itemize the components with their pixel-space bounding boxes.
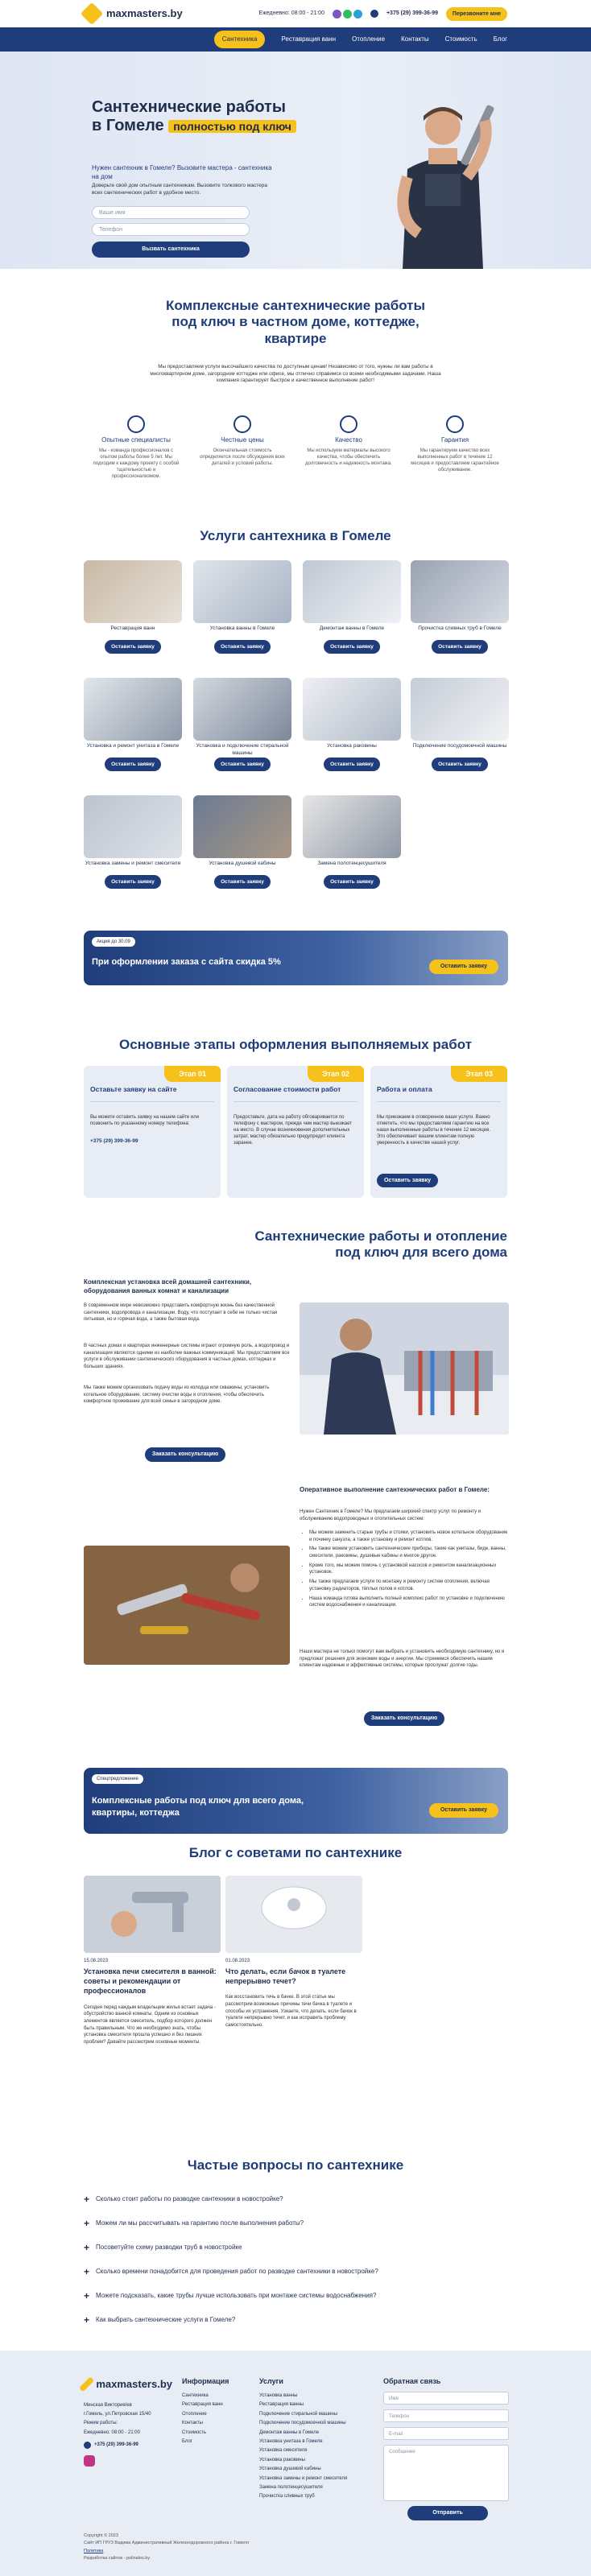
turnkey-subtitle: Комплексная установка всей домашней сантехники, оборудования ванных комнат и канализации bbox=[84, 1278, 252, 1294]
service-order-button[interactable]: Оставить заявку bbox=[432, 640, 488, 654]
footer-link[interactable]: Подключение стиральной машины bbox=[259, 2411, 338, 2417]
main-nav bbox=[0, 27, 591, 52]
footer-send-button[interactable]: Отправить bbox=[407, 2506, 488, 2520]
footer-feedback-form bbox=[383, 2375, 512, 2520]
working-hours: Ежедневно: 08:00 - 21:00 bbox=[258, 10, 324, 17]
service-label: Подключение посудомоечной машины bbox=[412, 743, 507, 749]
stages-order-button[interactable]: Оставить заявку bbox=[377, 1174, 438, 1187]
footer-name-input[interactable]: Имя bbox=[383, 2392, 509, 2405]
footer-link[interactable]: Отопление bbox=[182, 2411, 207, 2417]
service-order-button[interactable]: Оставить заявку bbox=[105, 640, 161, 654]
footer-link[interactable]: Замена полотенцесушителя bbox=[259, 2485, 323, 2490]
telegram-icon[interactable] bbox=[353, 10, 362, 19]
feature-title: Гарантия bbox=[440, 436, 469, 444]
hero-phone-input[interactable]: Телефон bbox=[92, 223, 250, 236]
hero-name-input[interactable]: Ваше имя bbox=[92, 206, 250, 219]
turnkey-paragraph-1: В современном мире невозможно представить комфортную жизнь без качественной сантехники, водопровода и канализации. Воду, что поступает в себе не только чистая питьевая, но и горячая вода, а также бытовая вода. bbox=[84, 1303, 278, 1323]
stage-card-3 bbox=[370, 1066, 507, 1198]
faq-item-1[interactable] bbox=[84, 2193, 507, 2206]
footer-contacts bbox=[84, 2375, 172, 2467]
turnkey-paragraph-3: Мы также можем организовать подачу воды из колодца или скважины, установить котельное оборудование, систему очистки воды и отопления, чтобы обеспечить комфортное проживание для всей семьи в загородном доме. bbox=[84, 1385, 270, 1405]
footer-link[interactable]: Прочистка сливных труб bbox=[259, 2494, 315, 2500]
footer-link[interactable]: Установка раковины bbox=[259, 2457, 305, 2462]
services-title: Услуги сантехника в Гомеле bbox=[200, 528, 391, 543]
complex-description: Мы предоставляем услуги высочайшего качества по доступным ценам! Независимо от того, нужны ли вам работы в многоквартирном доме, загородном коттедже или офисе, мы отлично справимся со всеми необходимыми задачами. Наша компания гарантирует быстрое и качественное выполнение работ! bbox=[150, 364, 441, 383]
feature-title: Честные цены bbox=[221, 436, 264, 444]
footer-services bbox=[259, 2375, 372, 2502]
service-label: Установка замены и ремонт смесителя bbox=[85, 861, 181, 866]
list-item: • Кроме того, мы можем помочь с установкой насосов и ремонтом канализационных установок. bbox=[309, 1563, 509, 1576]
footer-phone[interactable]: +375 (29) 399-36-99 bbox=[94, 2442, 138, 2448]
feature-prices bbox=[198, 415, 287, 467]
plumber-working-photo bbox=[300, 1302, 509, 1435]
footer-logo[interactable] bbox=[84, 2375, 172, 2395]
service-order-button[interactable]: Оставить заявку bbox=[324, 640, 380, 654]
nav-item-plumbing[interactable]: Сантехника bbox=[214, 31, 266, 49]
messenger-icons bbox=[333, 10, 362, 19]
faq-question: Можете подсказать, какие трубы лучше использовать при монтаже системы водоснабжения? bbox=[96, 2291, 377, 2299]
service-image bbox=[84, 795, 182, 858]
list-item: • Мы также предлагаем услуги по монтажу и ремонту систем отопления, включая установку радиаторов, тёплых полов и котлов. bbox=[309, 1579, 509, 1592]
thumbs-up-icon bbox=[340, 415, 357, 433]
footer-link[interactable]: Сантехника bbox=[182, 2393, 209, 2399]
service-card bbox=[193, 560, 291, 654]
footer bbox=[0, 2351, 591, 2576]
plus-icon: + bbox=[84, 2266, 90, 2277]
footer-copyright: Copyright © 2023 bbox=[84, 2533, 118, 2538]
promo-order-button[interactable]: Оставить заявку bbox=[429, 960, 498, 974]
footer-link[interactable]: Реставрация ванны bbox=[259, 2402, 304, 2408]
footer-link[interactable]: Установка замены и ремонт смесителя bbox=[259, 2475, 348, 2481]
callback-button[interactable]: Перезвоните мне bbox=[446, 7, 507, 21]
faq-title: Частые вопросы по сантехнике bbox=[187, 2157, 404, 2173]
blog-date: 15.08.2023 bbox=[84, 1959, 109, 1963]
service-label: Демонтаж ванны в Гомеле bbox=[319, 625, 385, 631]
nav-item-contacts[interactable]: Контакты bbox=[401, 35, 429, 43]
promo-banner-discount bbox=[84, 931, 508, 985]
turnkey-title bbox=[201, 1228, 507, 1261]
stage-title: Работа и оплата bbox=[377, 1085, 432, 1093]
whatsapp-icon[interactable] bbox=[343, 10, 352, 19]
feature-text: Мы используем материалы высокого качества, чтобы обеспечить долговечность и надежность монтажа. bbox=[305, 448, 392, 466]
top-bar bbox=[0, 0, 591, 27]
stages-title: Основные этапы оформления выполняемых работ bbox=[118, 1037, 473, 1052]
stage-badge: Этап 01 bbox=[164, 1066, 221, 1082]
stage-text: Мы приезжаем в оговоренное ваши услуги. Важно отметить, что мы предоставляем гарантию на все наши выполненные работы в течение 12 месяцев. Это обеспечивает вашим клиентам полную уверенность в качестве нашей услуг. bbox=[377, 1115, 490, 1146]
blog-title[interactable]: Что делать, если бачок в туалете непрерывно течет? bbox=[225, 1967, 346, 1986]
service-card bbox=[411, 560, 509, 654]
stage-divider bbox=[234, 1101, 357, 1102]
blog-excerpt: Сегодня перед каждым владельцем жилья встает задача - обустройство ванной комнаты. Одним из основных элементов является смеситель, подбор которого должен быть правильным. Что же необходимо знать, чтобы установка смесителя прошла успешно и без лишних проблем? Давайте рассмотрим основные моменты. bbox=[84, 2004, 216, 2045]
price-tag-icon bbox=[234, 415, 251, 433]
turnkey-consult-button-2[interactable]: Заказать консультацию bbox=[364, 1711, 444, 1726]
stage-title: Оставьте заявку на сайте bbox=[90, 1085, 177, 1093]
tools-icon bbox=[127, 415, 145, 433]
footer-address-line: Ежедневно: 08:00 - 21:00 bbox=[84, 2429, 140, 2435]
service-card bbox=[193, 795, 291, 889]
service-label: Установка и ремонт унитаза в Гомеле bbox=[86, 743, 180, 749]
service-label: Замена полотенцесушителя bbox=[317, 861, 386, 866]
tools-photo bbox=[84, 1546, 290, 1665]
hero-submit-button[interactable]: Вызвать сантехника bbox=[92, 242, 250, 258]
feature-title: Опытные специалисты bbox=[101, 436, 171, 444]
header-phone[interactable]: +375 (29) 399-36-99 bbox=[386, 10, 438, 17]
service-order-button[interactable]: Оставить заявку bbox=[105, 875, 161, 889]
phone-icon bbox=[370, 10, 378, 18]
service-card bbox=[303, 795, 401, 889]
stage-text: Предоставьте, дата на работу обговаривается по телефону с мастером, прежде чем мастер выезжает на место. В случае возникновения дополнительных затрат, мастер обязательно предупредит клиента заранее. bbox=[234, 1115, 352, 1146]
logo-mark bbox=[81, 2, 103, 25]
footer-form-heading: Обратная связь bbox=[383, 2377, 441, 2385]
service-order-button[interactable]: Оставить заявку bbox=[432, 758, 488, 771]
feature-text: Мы гарантируем качество всех выполненных работ в течение 12 месяцев и предоставляем гарантийное обслуживание. bbox=[411, 448, 499, 473]
nav-item-prices[interactable]: Стоимость bbox=[444, 35, 477, 43]
service-image bbox=[193, 678, 291, 741]
list-item: • Наша команда готова выполнить полный комплекс работ по установке и подключению систем водоснабжения и канализации. bbox=[309, 1596, 509, 1609]
hero-title-line1: Сантехнические работы bbox=[92, 98, 286, 116]
faq-question: Посоветуйте схему разводки труб в новостройке bbox=[96, 2243, 242, 2251]
footer-info bbox=[182, 2375, 246, 2446]
service-card bbox=[411, 678, 509, 771]
faq-question: Сколько стоит работы по разводке сантехники в новостройке? bbox=[96, 2194, 283, 2202]
footer-email-input[interactable]: E-mail bbox=[383, 2427, 509, 2440]
promo-order-button[interactable]: Оставить заявку bbox=[429, 1803, 498, 1818]
feature-quality bbox=[304, 415, 393, 467]
footer-phone-input[interactable]: Телефон bbox=[383, 2409, 509, 2422]
stage-divider bbox=[90, 1101, 214, 1102]
complex-title: Комплексные сантехнические работы под ключ в частном доме, коттедже, квартире bbox=[165, 298, 426, 346]
turnkey-consult-button[interactable]: Заказать консультацию bbox=[145, 1447, 225, 1462]
blog-image-toilet bbox=[225, 1876, 362, 1953]
instagram-icon[interactable] bbox=[84, 2455, 95, 2467]
blog-image-faucet bbox=[84, 1876, 221, 1953]
turnkey-title-line1: Сантехнические работы и отопление bbox=[254, 1228, 507, 1244]
promo-tag: Спецпредложение bbox=[92, 1774, 143, 1784]
viber-icon[interactable] bbox=[333, 10, 341, 19]
service-order-button[interactable]: Оставить заявку bbox=[105, 758, 161, 771]
service-card bbox=[303, 560, 401, 654]
feature-guarantee bbox=[411, 415, 499, 473]
turnkey-paragraph-2: В частных домах и квартирах инженерные системы играют огромную роль, а водопровод и канализация являются одними из наиболее важных коммуникаций. Мы предоставляем все услуги в обслуживании сантехнического оборудования в частных домах, коттеджах и больших зданиях. bbox=[84, 1344, 290, 1370]
footer-link[interactable]: Демонтаж ванны в Гомеле bbox=[259, 2429, 320, 2435]
list-item: • Мы также можем установить сантехнические приборы, такие как унитазы, биде, ванны, смесители, раковины, душевые кабины и многое другое. bbox=[309, 1546, 509, 1559]
faq-question: Сколько времени понадобится для проведения работ по разводке сантехники в новостройке? bbox=[96, 2267, 378, 2275]
faq-item-4[interactable] bbox=[84, 2265, 507, 2278]
turnkey-list bbox=[309, 1530, 509, 1612]
faq-item-2[interactable] bbox=[84, 2217, 507, 2230]
footer-info-heading: Информация bbox=[182, 2377, 229, 2385]
stage-card-2 bbox=[227, 1066, 364, 1198]
service-order-button[interactable]: Оставить заявку bbox=[324, 758, 380, 771]
feature-title: Качество bbox=[335, 436, 362, 444]
blog-title[interactable]: Установка печи смесителя в ванной: советы и рекомендации от профессионалов bbox=[84, 1967, 217, 1996]
blog-date: 01.08.2023 bbox=[225, 1959, 250, 1963]
service-label: Установка душевой кабины bbox=[209, 861, 276, 866]
footer-developer[interactable]: Разработка сайтов - polinales.by bbox=[84, 2556, 151, 2562]
service-order-button[interactable]: Оставить заявку bbox=[214, 875, 271, 889]
footer-link[interactable]: Стоимость bbox=[182, 2429, 207, 2435]
footer-link[interactable]: Установка смесителя bbox=[259, 2448, 308, 2454]
feature-text: Мы - команда профессионалов с опытом работы более 5 лет. Мы подходим к каждому проекту с особой тщательностью и профессионализмом. bbox=[93, 448, 180, 480]
hero-highlight: полностью под ключ bbox=[168, 120, 296, 133]
stage-badge: Этап 02 bbox=[308, 1066, 364, 1082]
faq-item-5[interactable] bbox=[84, 2289, 507, 2302]
footer-link[interactable]: Блог bbox=[182, 2439, 192, 2445]
footer-link[interactable]: Контакты bbox=[182, 2421, 203, 2426]
stage-card-1 bbox=[84, 1066, 221, 1198]
list-item: • Мы можем заменить старые трубы и стояки, установить новое котельное оборудование и починку санузла, а также установку и ремонт котлов. bbox=[309, 1530, 509, 1543]
blog-card-2[interactable] bbox=[225, 1876, 362, 2029]
footer-address-line: г.Гомель, ул.Петровская 15/40 bbox=[84, 2412, 151, 2417]
turnkey-intro-2: Нужен Сантехник в Гомеле? Мы предлагаем широкий спектр услуг по ремонту и обслуживанию водопроводных и отопительных систем: bbox=[300, 1509, 481, 1521]
logo-text: maxmasters.by bbox=[106, 7, 183, 20]
logo[interactable] bbox=[84, 6, 183, 22]
footer-policy-link[interactable]: Политика bbox=[84, 2548, 104, 2553]
stage-divider bbox=[377, 1101, 501, 1102]
plus-icon: + bbox=[84, 2242, 90, 2253]
promo-text: Комплексные работы под ключ для всего дома, квартиры, коттеджа bbox=[92, 1796, 304, 1818]
service-card bbox=[84, 560, 182, 654]
hero bbox=[0, 52, 591, 269]
footer-link[interactable]: Установка душевой кабины bbox=[259, 2467, 321, 2472]
service-label: Реставрация ванн bbox=[110, 625, 155, 631]
service-image bbox=[303, 795, 401, 858]
turnkey-title-line2: под ключ для всего дома bbox=[335, 1245, 507, 1261]
blog-title: Блог с советами по сантехнике bbox=[188, 1845, 403, 1860]
plus-icon: + bbox=[84, 2218, 90, 2229]
turnkey-outro: Наши мастера не только помогут вам выбрать и установить необходимую сантехнику, но и предложат решения для экономии воды и энергии. Мы стремимся обеспечить нашим клиентам надежные и эффективные системы, которые прослужат долгие годы. bbox=[300, 1649, 505, 1669]
plumber-photo bbox=[378, 97, 507, 269]
logo-mark bbox=[79, 2377, 94, 2392]
service-image bbox=[411, 560, 509, 623]
promo-banner-turnkey bbox=[84, 1768, 508, 1834]
service-image bbox=[84, 678, 182, 741]
logo-text: maxmasters.by bbox=[96, 2378, 172, 2390]
nav-item-heating[interactable]: Отопление bbox=[352, 35, 386, 43]
promo-tag: Акция до 30.09 bbox=[92, 937, 135, 947]
plus-icon: + bbox=[84, 2194, 90, 2205]
service-card bbox=[303, 678, 401, 771]
hero-description: Доверьте свой дом опытным сантехникам. Вызовите толкового мастера всех сантехнических работ в удобное место. bbox=[92, 183, 267, 196]
service-image bbox=[193, 795, 291, 858]
feature-text: Окончательная стоимость определяется после обсуждения всех деталей и условий работы. bbox=[200, 448, 285, 466]
blog-card-1[interactable] bbox=[84, 1876, 221, 2046]
service-order-button[interactable]: Оставить заявку bbox=[324, 875, 380, 889]
turnkey-subtitle-2: Оперативное выполнение сантехнических работ в Гомеле: bbox=[300, 1486, 490, 1493]
service-order-button[interactable]: Оставить заявку bbox=[214, 758, 271, 771]
blog-excerpt: Как восстановить течь в бачке. В этой статье мы рассмотрим возможные причины течи бачка в туалете и способы их устранения. Узнаете, что делать, если бачок в туалете непрерывно течет, и как исправить проблему самостоятельно. bbox=[225, 1995, 357, 2029]
promo-text: При оформлении заказа с сайта скидка 5% bbox=[92, 957, 281, 967]
footer-services-heading: Услуги bbox=[259, 2377, 283, 2385]
service-label: Установка ванны в Гомеле bbox=[209, 625, 275, 631]
service-card bbox=[84, 795, 182, 889]
hero-title bbox=[92, 98, 333, 135]
nav-item-blog[interactable]: Блог bbox=[493, 35, 507, 43]
stage-text: Вы можете оставить заявку на нашем сайте или позвонить по указанному номеру телефона: bbox=[90, 1115, 200, 1127]
footer-link[interactable]: Установка унитаза в Гомеле bbox=[259, 2439, 323, 2445]
stage-title: Согласование стоимости работ bbox=[234, 1085, 341, 1093]
footer-address-line: Режим работы: bbox=[84, 2421, 118, 2426]
footer-link[interactable]: Подключение посудомоечной машины bbox=[259, 2421, 346, 2426]
service-image bbox=[411, 678, 509, 741]
nav-item-restoration[interactable]: Реставрация ванн bbox=[281, 35, 337, 43]
footer-legal bbox=[84, 2533, 249, 2562]
stage-phone[interactable]: +375 (29) 399-36-99 bbox=[90, 1138, 138, 1144]
feature-experts bbox=[92, 415, 180, 480]
phone-icon bbox=[84, 2442, 91, 2449]
footer-legal-text: Сайт ИП ГРУЗ Вадима Административный Железнодорожного района г. Гомеля bbox=[84, 2541, 249, 2546]
hero-subtitle: Нужен сантехник в Гомеле? Вызовите мастера - сантехника на дом bbox=[92, 164, 272, 180]
service-image bbox=[84, 560, 182, 623]
plus-icon: + bbox=[84, 2290, 90, 2301]
service-label: Установка раковины bbox=[327, 743, 377, 749]
shield-icon bbox=[446, 415, 464, 433]
faq-item-6[interactable] bbox=[84, 2314, 507, 2326]
service-image bbox=[193, 560, 291, 623]
faq-question: Можем ли мы рассчитывать на гарантию после выполнения работы? bbox=[96, 2219, 304, 2227]
footer-link[interactable]: Реставрация ванн bbox=[182, 2402, 223, 2408]
hero-title-line2: в Гомеле bbox=[92, 117, 164, 134]
service-image bbox=[303, 560, 401, 623]
stage-badge: Этап 03 bbox=[451, 1066, 507, 1082]
service-card bbox=[84, 678, 182, 771]
service-label: Прочистка сливных труб в Гомеле bbox=[418, 625, 502, 631]
service-order-button[interactable]: Оставить заявку bbox=[214, 640, 271, 654]
faq-question: Как выбрать сантехнические услуги в Гомеле? bbox=[96, 2315, 236, 2323]
footer-address-line: Минская Виктория/ев bbox=[84, 2402, 132, 2408]
service-image bbox=[303, 678, 401, 741]
plus-icon: + bbox=[84, 2314, 90, 2326]
faq-item-3[interactable] bbox=[84, 2241, 507, 2254]
service-label: Установка и подключение стиральной машины bbox=[196, 743, 289, 756]
footer-link[interactable]: Установка ванны bbox=[259, 2393, 298, 2399]
service-card bbox=[193, 678, 291, 771]
footer-message-textarea[interactable]: Сообщение bbox=[383, 2445, 509, 2501]
